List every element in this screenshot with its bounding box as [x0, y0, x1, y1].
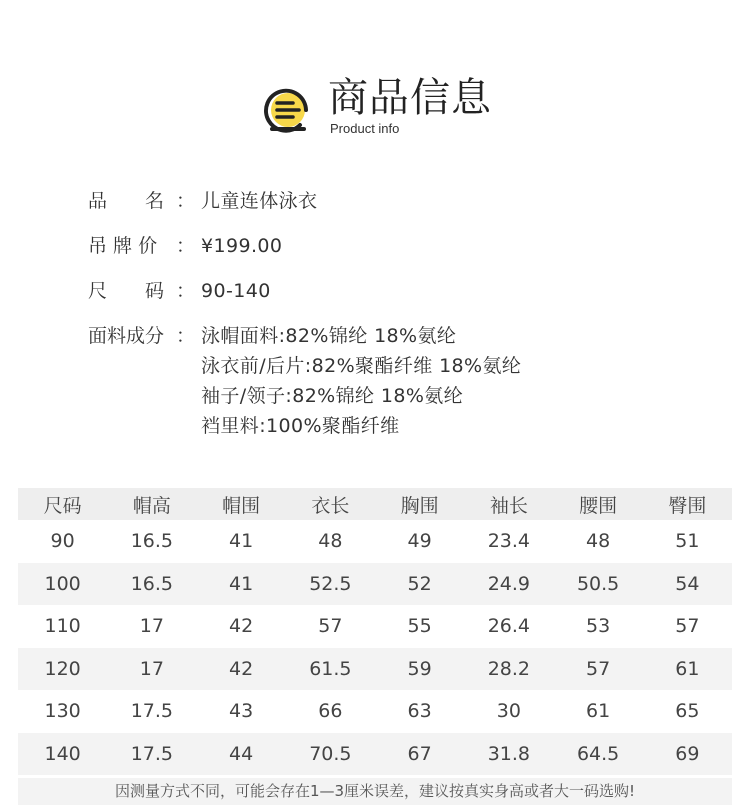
material-item: 泳帽面料:82%锦纶 18%氨纶 [201, 325, 457, 347]
table-cell: 61 [586, 700, 611, 723]
size-table [18, 488, 732, 775]
table-cell: 49 [407, 530, 432, 553]
column-header-hat-height: 帽高 [107, 488, 196, 520]
table-cell: 17.5 [107, 733, 196, 776]
table-cell: 66 [318, 700, 343, 723]
table-header-row [18, 488, 732, 520]
table-cell: 44 [197, 733, 286, 776]
table-cell: 42 [229, 615, 254, 638]
info-label-name: 品 名 [88, 190, 165, 212]
table-row [18, 563, 732, 606]
column-header-length: 衣长 [286, 488, 375, 520]
info-value-name: 儿童连体泳衣 [201, 190, 318, 212]
table-cell: 100 [18, 563, 107, 606]
table-row [18, 733, 732, 776]
material-item: 泳衣前/后片:82%聚酯纤维 18%氨纶 [201, 355, 522, 377]
measurement-note: 因测量方式不同，可能会存在1—3厘米误差，建议按真实身高或者大一码选购! [18, 778, 732, 805]
table-cell: 52 [375, 563, 464, 606]
table-cell: 57 [554, 648, 643, 691]
table-cell: 59 [375, 648, 464, 691]
column-header-sleeve: 袖长 [464, 488, 553, 520]
info-value-size: 90-140 [201, 280, 271, 302]
table-cell: 17 [139, 615, 164, 638]
info-label-price: 吊 牌 价 [88, 235, 158, 257]
table-cell: 70.5 [286, 733, 375, 776]
table-cell: 23.4 [487, 530, 531, 553]
table-cell: 57 [675, 615, 700, 638]
table-cell: 69 [643, 733, 732, 776]
table-cell: 55 [407, 615, 432, 638]
table-cell: 16.5 [130, 530, 174, 553]
table-cell: 43 [229, 700, 254, 723]
table-row [18, 648, 732, 691]
table-cell: 110 [44, 615, 81, 638]
page-title: 商品信息 [328, 75, 492, 121]
table-row [18, 605, 732, 648]
table-cell: 54 [643, 563, 732, 606]
column-header-hip: 臀围 [643, 488, 732, 520]
material-item: 裆里料:100%聚酯纤维 [201, 415, 400, 437]
column-header-waist: 腰围 [554, 488, 643, 520]
info-row-material [88, 321, 708, 441]
table-cell: 41 [229, 530, 254, 553]
table-cell: 130 [44, 700, 81, 723]
info-colon: ： [176, 280, 196, 302]
table-cell: 26.4 [487, 615, 531, 638]
material-list [201, 321, 521, 441]
document-lines-icon [264, 88, 314, 134]
table-cell: 24.9 [464, 563, 553, 606]
info-row-price [88, 231, 708, 261]
table-cell: 30 [496, 700, 521, 723]
table-cell: 140 [18, 733, 107, 776]
info-label-material: 面料成分 [88, 325, 165, 347]
table-cell: 52.5 [286, 563, 375, 606]
table-cell: 90 [50, 530, 75, 553]
table-cell: 67 [375, 733, 464, 776]
table-row [18, 520, 732, 563]
info-colon: ： [176, 190, 196, 212]
table-cell: 50.5 [554, 563, 643, 606]
table-cell: 61.5 [286, 648, 375, 691]
page-subtitle: Product info [330, 121, 400, 136]
table-cell: 120 [18, 648, 107, 691]
column-header-chest: 胸围 [375, 488, 464, 520]
info-colon: ： [176, 235, 196, 257]
material-item: 袖子/领子:82%锦纶 18%氨纶 [201, 385, 464, 407]
table-cell: 16.5 [107, 563, 196, 606]
table-cell: 42 [197, 648, 286, 691]
table-cell: 17 [107, 648, 196, 691]
table-cell: 48 [586, 530, 611, 553]
table-cell: 17.5 [130, 700, 174, 723]
info-row-name [88, 186, 708, 216]
table-cell: 63 [407, 700, 432, 723]
table-row [18, 690, 732, 733]
table-cell: 53 [586, 615, 611, 638]
table-cell: 64.5 [554, 733, 643, 776]
info-value-price: ¥199.00 [201, 235, 283, 257]
table-cell: 41 [197, 563, 286, 606]
table-cell: 57 [318, 615, 343, 638]
column-header-hat-circumference: 帽围 [197, 488, 286, 520]
info-row-size [88, 276, 708, 306]
table-cell: 65 [675, 700, 700, 723]
table-cell: 31.8 [464, 733, 553, 776]
product-info-list [88, 186, 708, 456]
table-cell: 28.2 [464, 648, 553, 691]
info-label-size: 尺 码 [88, 280, 165, 302]
table-cell: 61 [643, 648, 732, 691]
column-header-size: 尺码 [18, 488, 107, 520]
info-colon: ： [176, 325, 196, 347]
table-cell: 48 [318, 530, 343, 553]
table-cell: 51 [675, 530, 700, 553]
section-header [264, 74, 504, 140]
